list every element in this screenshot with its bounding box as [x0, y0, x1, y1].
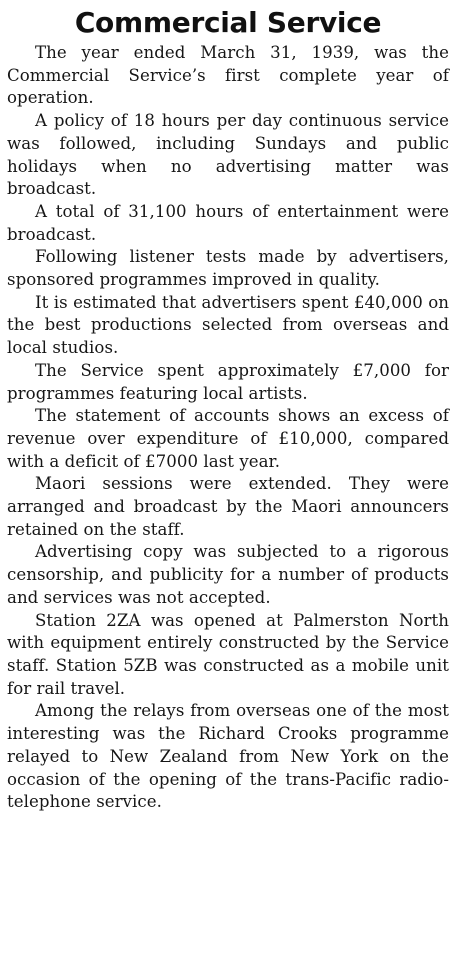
paragraph-stations: Station 2ZA was opened at Palmerston North with equipment entirely constructed by the Service staff. Station 5ZB was constructed as a mobile unit for rail travel. [7, 610, 449, 698]
paragraph-advertiser-spending: It is estimated that advertisers spent £40,000 on the best productions selected from overseas and local studios. [7, 292, 449, 358]
paragraph-hours-policy: A policy of 18 hours per day continuous service was followed, including Sundays and public holidays when no advertising matter was broadcast. [7, 111, 449, 199]
paragraph-censorship: Advertising copy was subjected to a rigorous censorship, and publicity for a number of products and services was not accepted. [7, 542, 449, 607]
paragraph-accounts: The statement of accounts shows an excess of revenue over expenditure of £10,000, compared with a deficit of £7000 last year. [7, 406, 449, 471]
paragraph-maori-sessions: Maori sessions were extended. They were arranged and broadcast by the Maori announcers retained on the staff. [7, 474, 449, 539]
paragraph-listener-tests: Following listener tests made by advertisers, sponsored programmes improved in quality. [7, 247, 449, 290]
article-body [7, 42, 449, 814]
paragraph-total-hours: A total of 31,100 hours of entertainment were broadcast. [7, 201, 449, 244]
paragraph-service-spending: The Service spent approximately £7,000 for programmes featuring local artists. [7, 360, 449, 403]
article-title: Commercial Service [74, 6, 382, 39]
paragraph-year-ended: The year ended March 31, 1939, was the Commercial Service’s first complete year of operation. [7, 43, 449, 108]
paragraph-relays: Among the relays from overseas one of the most interesting was the Richard Crooks programme relayed to New Zealand from New York on the occasion of the opening of the trans-Pacific radio-telephone service. [7, 701, 449, 812]
